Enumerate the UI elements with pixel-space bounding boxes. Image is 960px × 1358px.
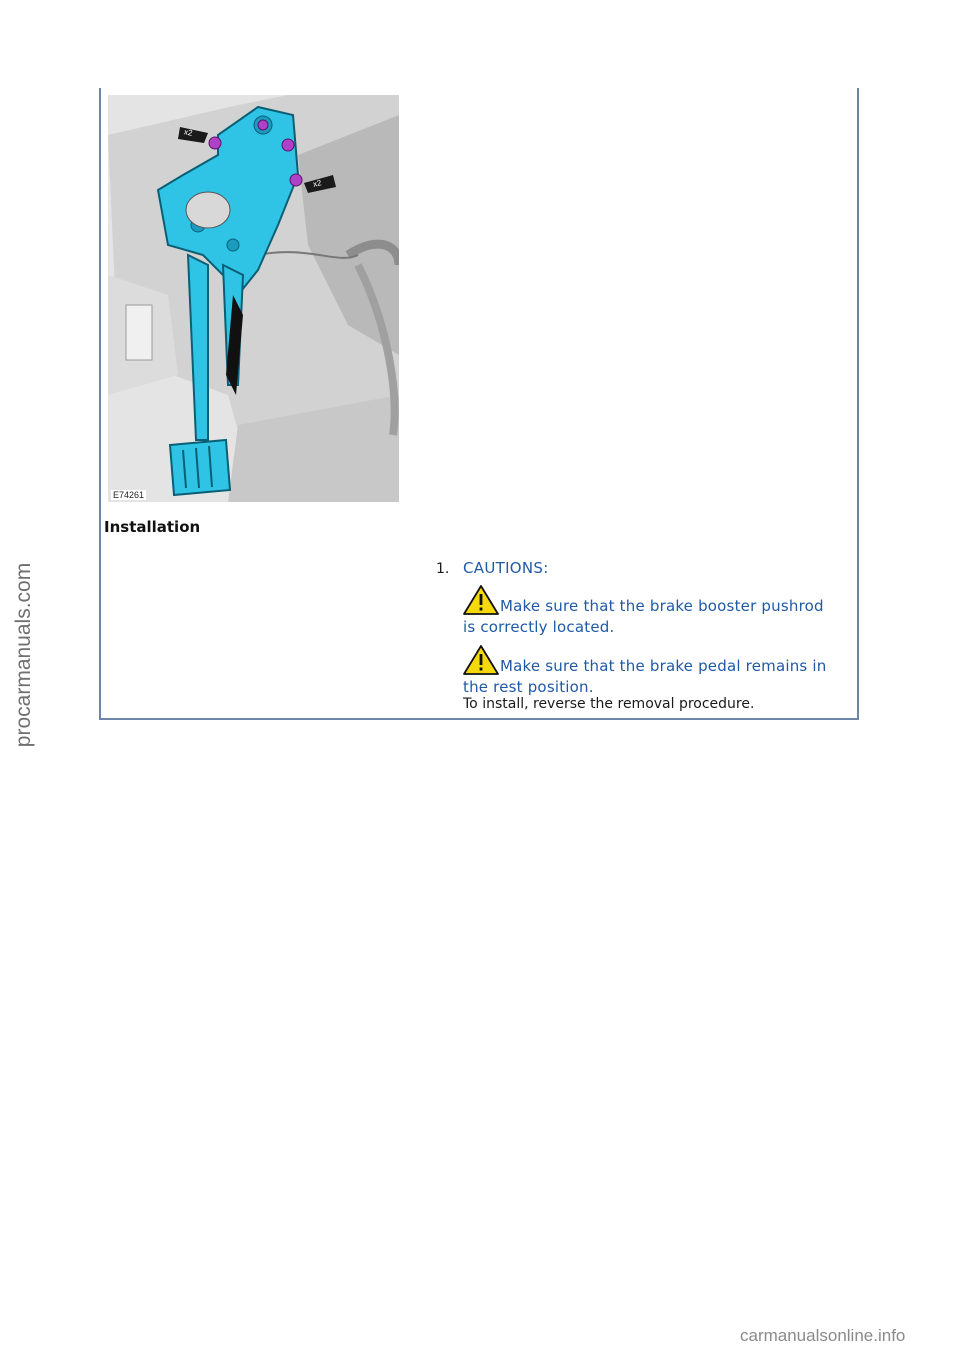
side-watermark xyxy=(4,530,44,780)
caution-text: Make sure that the brake pedal remains in the rest position. xyxy=(463,657,827,696)
pedal-illustration-drawing xyxy=(108,95,399,502)
warning-triangle-icon xyxy=(463,585,499,615)
cautions-heading: CAUTIONS: xyxy=(463,559,549,577)
step-number: 1. xyxy=(436,561,450,577)
caution-item xyxy=(463,585,838,638)
figure-code: E74261 xyxy=(113,490,145,500)
callout-label-right: x2 xyxy=(312,178,323,189)
footer-watermark: carmanualsonline.info xyxy=(740,1326,906,1345)
instruction-text: To install, reverse the removal procedure. xyxy=(463,696,755,712)
warning-triangle-icon xyxy=(463,645,499,675)
pedal-illustration xyxy=(108,95,399,502)
caution-item xyxy=(463,645,838,698)
side-watermark-text: procarmanuals.com xyxy=(12,562,35,748)
section-title: Installation xyxy=(104,518,201,536)
caution-text: Make sure that the brake booster pushrod is correctly located. xyxy=(463,597,824,636)
callout-label-top: x2 xyxy=(183,127,194,138)
